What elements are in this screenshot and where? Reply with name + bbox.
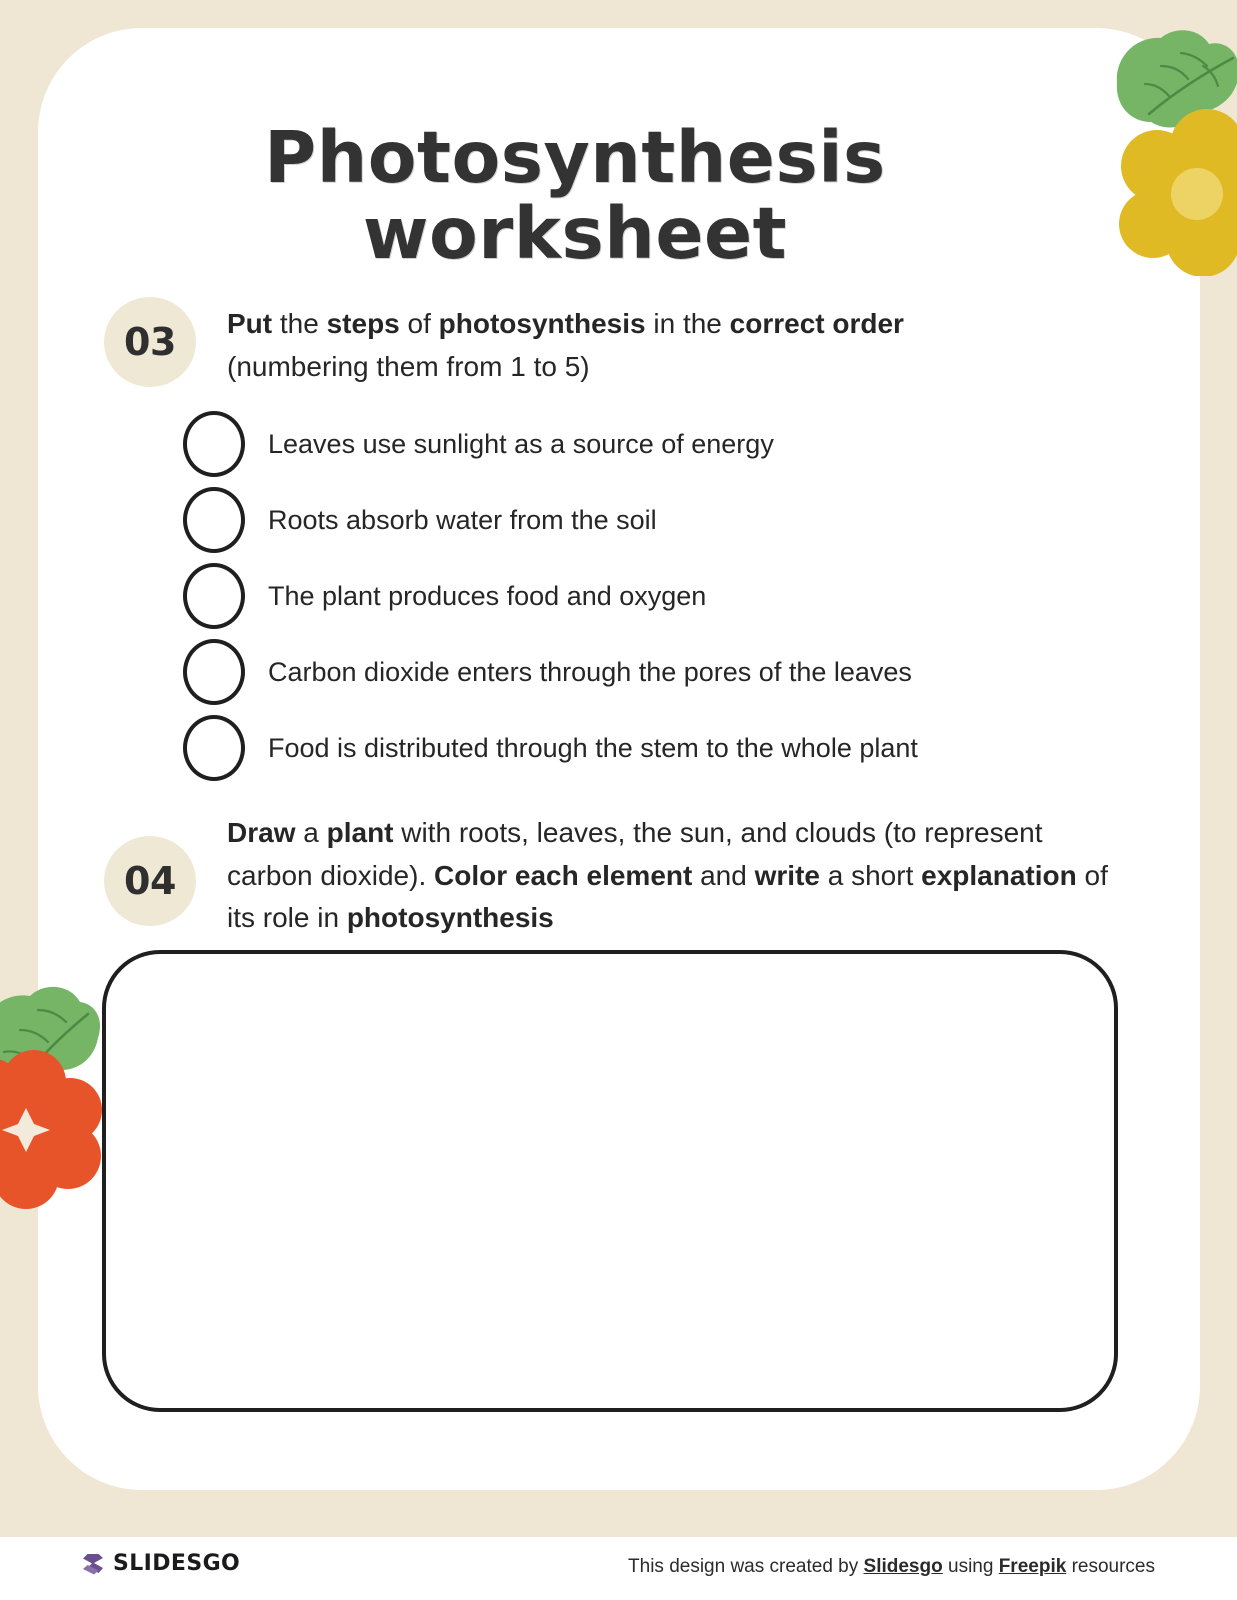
task-03-number-badge: 03 [104,297,196,387]
credit-middle: using [942,1556,999,1577]
order-number-bubble-2[interactable] [183,487,245,553]
order-number-bubble-4[interactable] [183,639,245,705]
credit-prefix: This design was created by [628,1556,864,1577]
list-item[interactable] [183,406,1063,482]
credit-suffix: resources [1066,1556,1155,1577]
order-number-bubble-5[interactable] [183,715,245,781]
task-03-instruction: Put the steps of photosynthesis in the correct order (numbering them from 1 to 5) [227,308,904,382]
checklist-label-2: Roots absorb water from the soil [268,504,657,535]
checklist-label-5: Food is distributed through the stem to the whole plant [268,732,918,763]
checklist-label-1: Leaves use sunlight as a source of energy [268,428,774,459]
checklist-label-3: The plant produces food and oxygen [268,580,707,611]
credit-link-freepik[interactable]: Freepik [998,1556,1067,1577]
order-number-bubble-1[interactable] [183,411,245,477]
page-title-line-1: Photosynthesis [264,115,886,199]
footer [0,1537,1237,1600]
credit-link-slidesgo[interactable]: Slidesgo [863,1556,943,1577]
list-item[interactable] [183,482,1063,558]
list-item[interactable] [183,710,1063,786]
slidesgo-s-mark-icon [82,1552,104,1576]
footer-credit [628,1556,1155,1578]
task-04-instruction: Draw a plant with roots, leaves, the sun, and clouds (to represent carbon dioxide). Color each element and write a short explanation of its role in photosynthesis [227,817,1108,934]
ordering-checklist [183,406,1063,786]
page-title [70,115,1080,276]
slidesgo-logo[interactable] [82,1551,240,1576]
drawing-answer-box[interactable] [102,950,1118,1412]
page-title-line-2: worksheet [362,192,788,276]
slidesgo-logo-text: SLIDESGO [113,1551,241,1576]
list-item[interactable] [183,634,1063,710]
list-item[interactable] [183,558,1063,634]
checklist-label-4: Carbon dioxide enters through the pores of the leaves [268,656,912,687]
task-04-number-badge: 04 [104,836,196,926]
order-number-bubble-3[interactable] [183,563,245,629]
